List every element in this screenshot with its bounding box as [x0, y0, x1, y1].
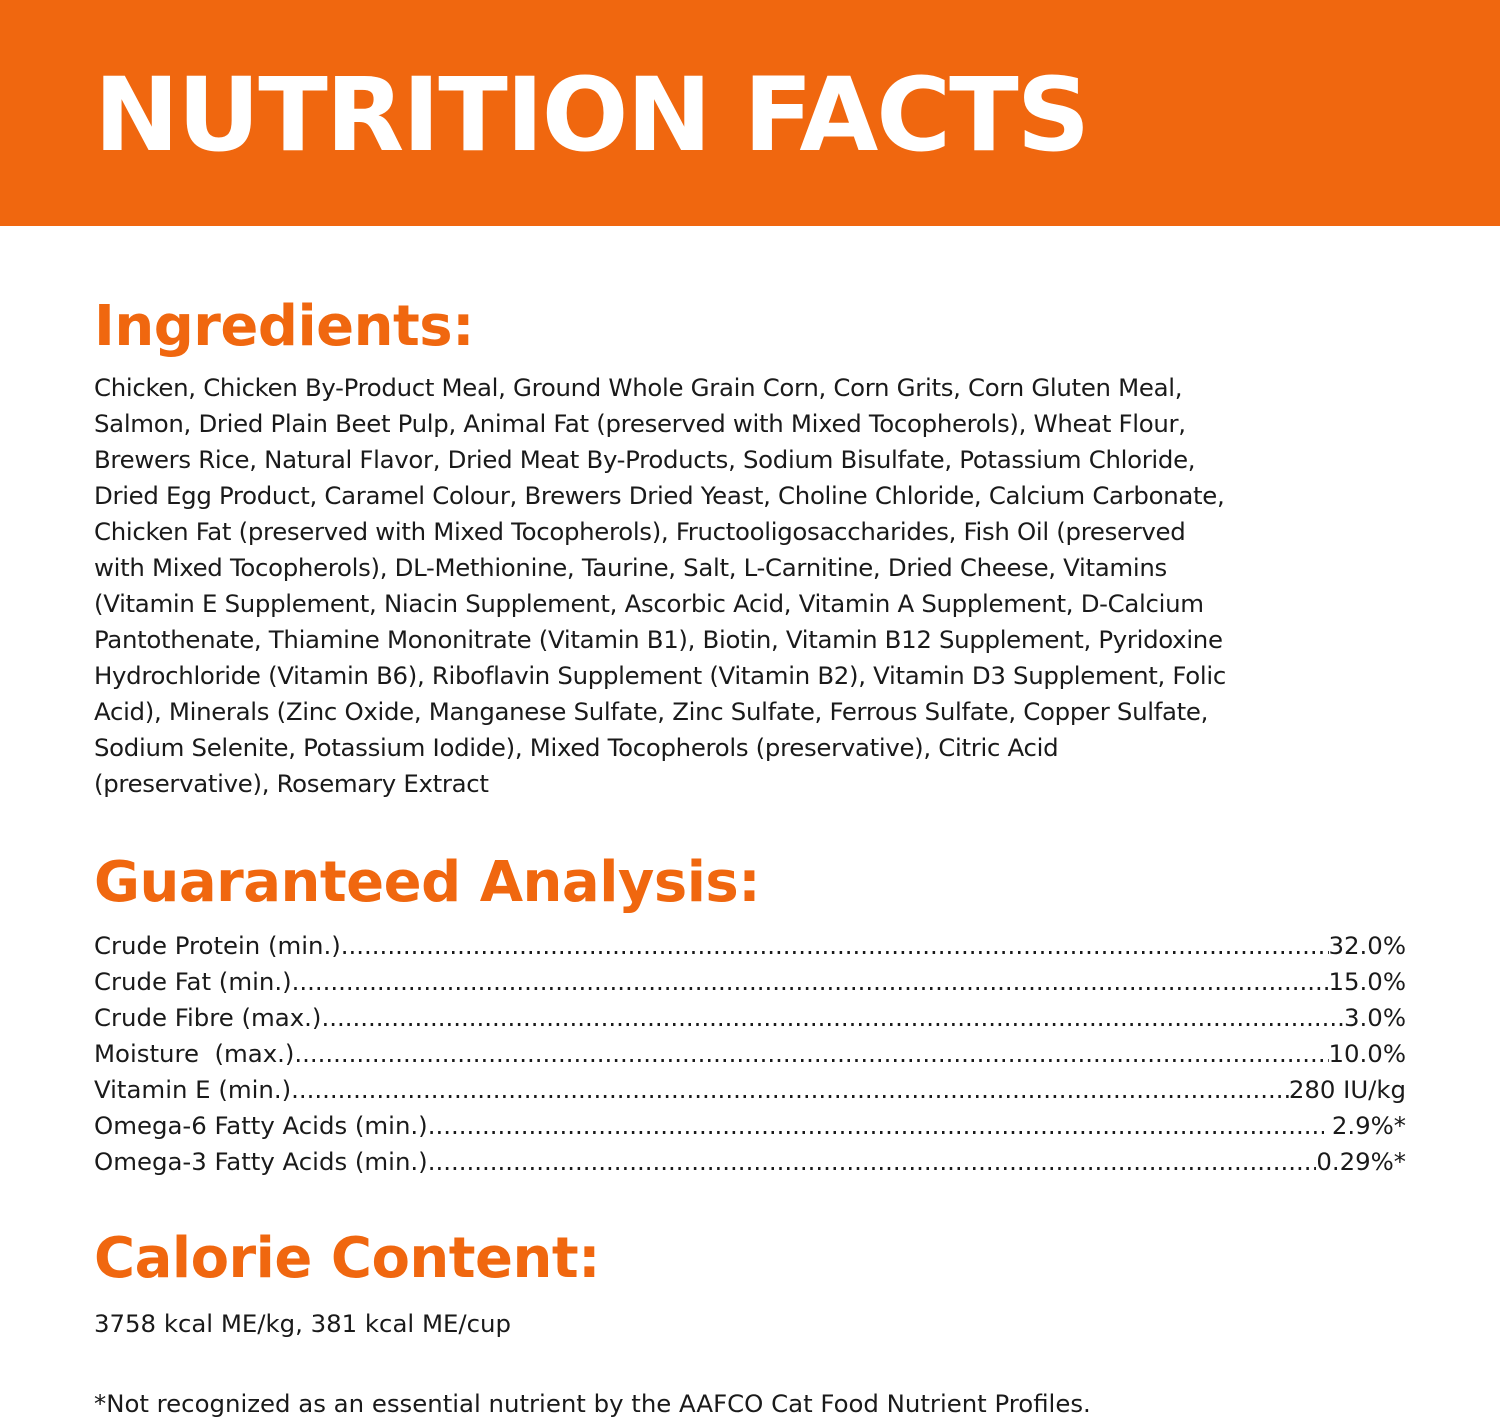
- dot-leader: [341, 928, 1329, 964]
- analysis-row: [94, 1036, 1406, 1072]
- ingredients-line: Sodium Selenite, Potassium Iodide), Mixed Tocopherols (preservative), Citric Acid: [94, 733, 1059, 762]
- dot-leader: [428, 1108, 1324, 1144]
- ingredients-text: [94, 370, 1414, 802]
- nutrient-value: 32.0%: [1328, 931, 1406, 960]
- nutrient-value: 0.29%*: [1316, 1147, 1406, 1176]
- header-banner: [0, 0, 1500, 226]
- nutrient-name: Vitamin E (min.): [94, 1075, 292, 1104]
- dot-leader: [294, 1036, 1328, 1072]
- footnote-text: *Not recognized as an essential nutrient by the AAFCO Cat Food Nutrient Profiles.: [94, 1389, 1091, 1418]
- calorie-content-text: 3758 kcal ME/kg, 381 kcal ME/cup: [94, 1309, 511, 1338]
- nutrient-name: Moisture (max.): [94, 1039, 295, 1068]
- analysis-row: [94, 1072, 1406, 1108]
- analysis-row: [94, 928, 1406, 964]
- ingredients-line: Pantothenate, Thiamine Mononitrate (Vitamin B1), Biotin, Vitamin B12 Supplement, Pyridoxine: [94, 625, 1223, 654]
- nutrient-value: 3.0%: [1344, 1003, 1406, 1032]
- nutrient-name: Omega-6 Fatty Acids (min.): [94, 1111, 428, 1140]
- nutrient-value: 280 IU/kg: [1288, 1075, 1406, 1104]
- ingredients-heading: Ingredients:: [94, 294, 475, 359]
- dot-leader: [292, 964, 1329, 1000]
- guaranteed-analysis-heading: Guaranteed Analysis:: [94, 850, 761, 915]
- ingredients-line: Acid), Minerals (Zinc Oxide, Manganese Sulfate, Zinc Sulfate, Ferrous Sulfate, Copper Sulfate,: [94, 697, 1209, 726]
- ingredients-line: Chicken Fat (preserved with Mixed Tocopherols), Fructooligosaccharides, Fish Oil (preserved: [94, 517, 1186, 546]
- dot-leader: [428, 1144, 1317, 1180]
- nutrient-name: Crude Protein (min.): [94, 931, 341, 960]
- ingredients-line: Salmon, Dried Plain Beet Pulp, Animal Fat (preserved with Mixed Tocopherols), Wheat Flour,: [94, 409, 1186, 438]
- analysis-row: [94, 1000, 1406, 1036]
- ingredients-line: Hydrochloride (Vitamin B6), Riboflavin Supplement (Vitamin B2), Vitamin D3 Supplement, Folic: [94, 661, 1226, 690]
- nutrient-name: Crude Fat (min.): [94, 967, 292, 996]
- dot-leader: [291, 1072, 1289, 1108]
- ingredients-line: (preservative), Rosemary Extract: [94, 769, 489, 798]
- guaranteed-analysis-list: [94, 928, 1406, 1180]
- page-title: NUTRITION FACTS: [94, 56, 1089, 175]
- analysis-row: [94, 964, 1406, 1000]
- calorie-content-heading: Calorie Content:: [94, 1226, 601, 1291]
- dot-leader: [321, 1000, 1344, 1036]
- ingredients-line: (Vitamin E Supplement, Niacin Supplement, Ascorbic Acid, Vitamin A Supplement, D-Calcium: [94, 589, 1204, 618]
- nutrient-name: Omega-3 Fatty Acids (min.): [94, 1147, 428, 1176]
- nutrient-value: 15.0%: [1328, 967, 1406, 996]
- analysis-row: [94, 1108, 1406, 1144]
- nutrient-value: 2.9%*: [1324, 1111, 1406, 1140]
- nutrient-value: 10.0%: [1328, 1039, 1406, 1068]
- ingredients-line: Brewers Rice, Natural Flavor, Dried Meat By-Products, Sodium Bisulfate, Potassium Chloride,: [94, 445, 1196, 474]
- ingredients-line: Dried Egg Product, Caramel Colour, Brewers Dried Yeast, Choline Chloride, Calcium Carbonate,: [94, 481, 1225, 510]
- ingredients-line: with Mixed Tocopherols), DL-Methionine, Taurine, Salt, L-Carnitine, Dried Cheese, Vitamins: [94, 553, 1167, 582]
- nutrient-name: Crude Fibre (max.): [94, 1003, 322, 1032]
- analysis-row: [94, 1144, 1406, 1180]
- ingredients-line: Chicken, Chicken By-Product Meal, Ground Whole Grain Corn, Corn Grits, Corn Gluten Meal,: [94, 373, 1183, 402]
